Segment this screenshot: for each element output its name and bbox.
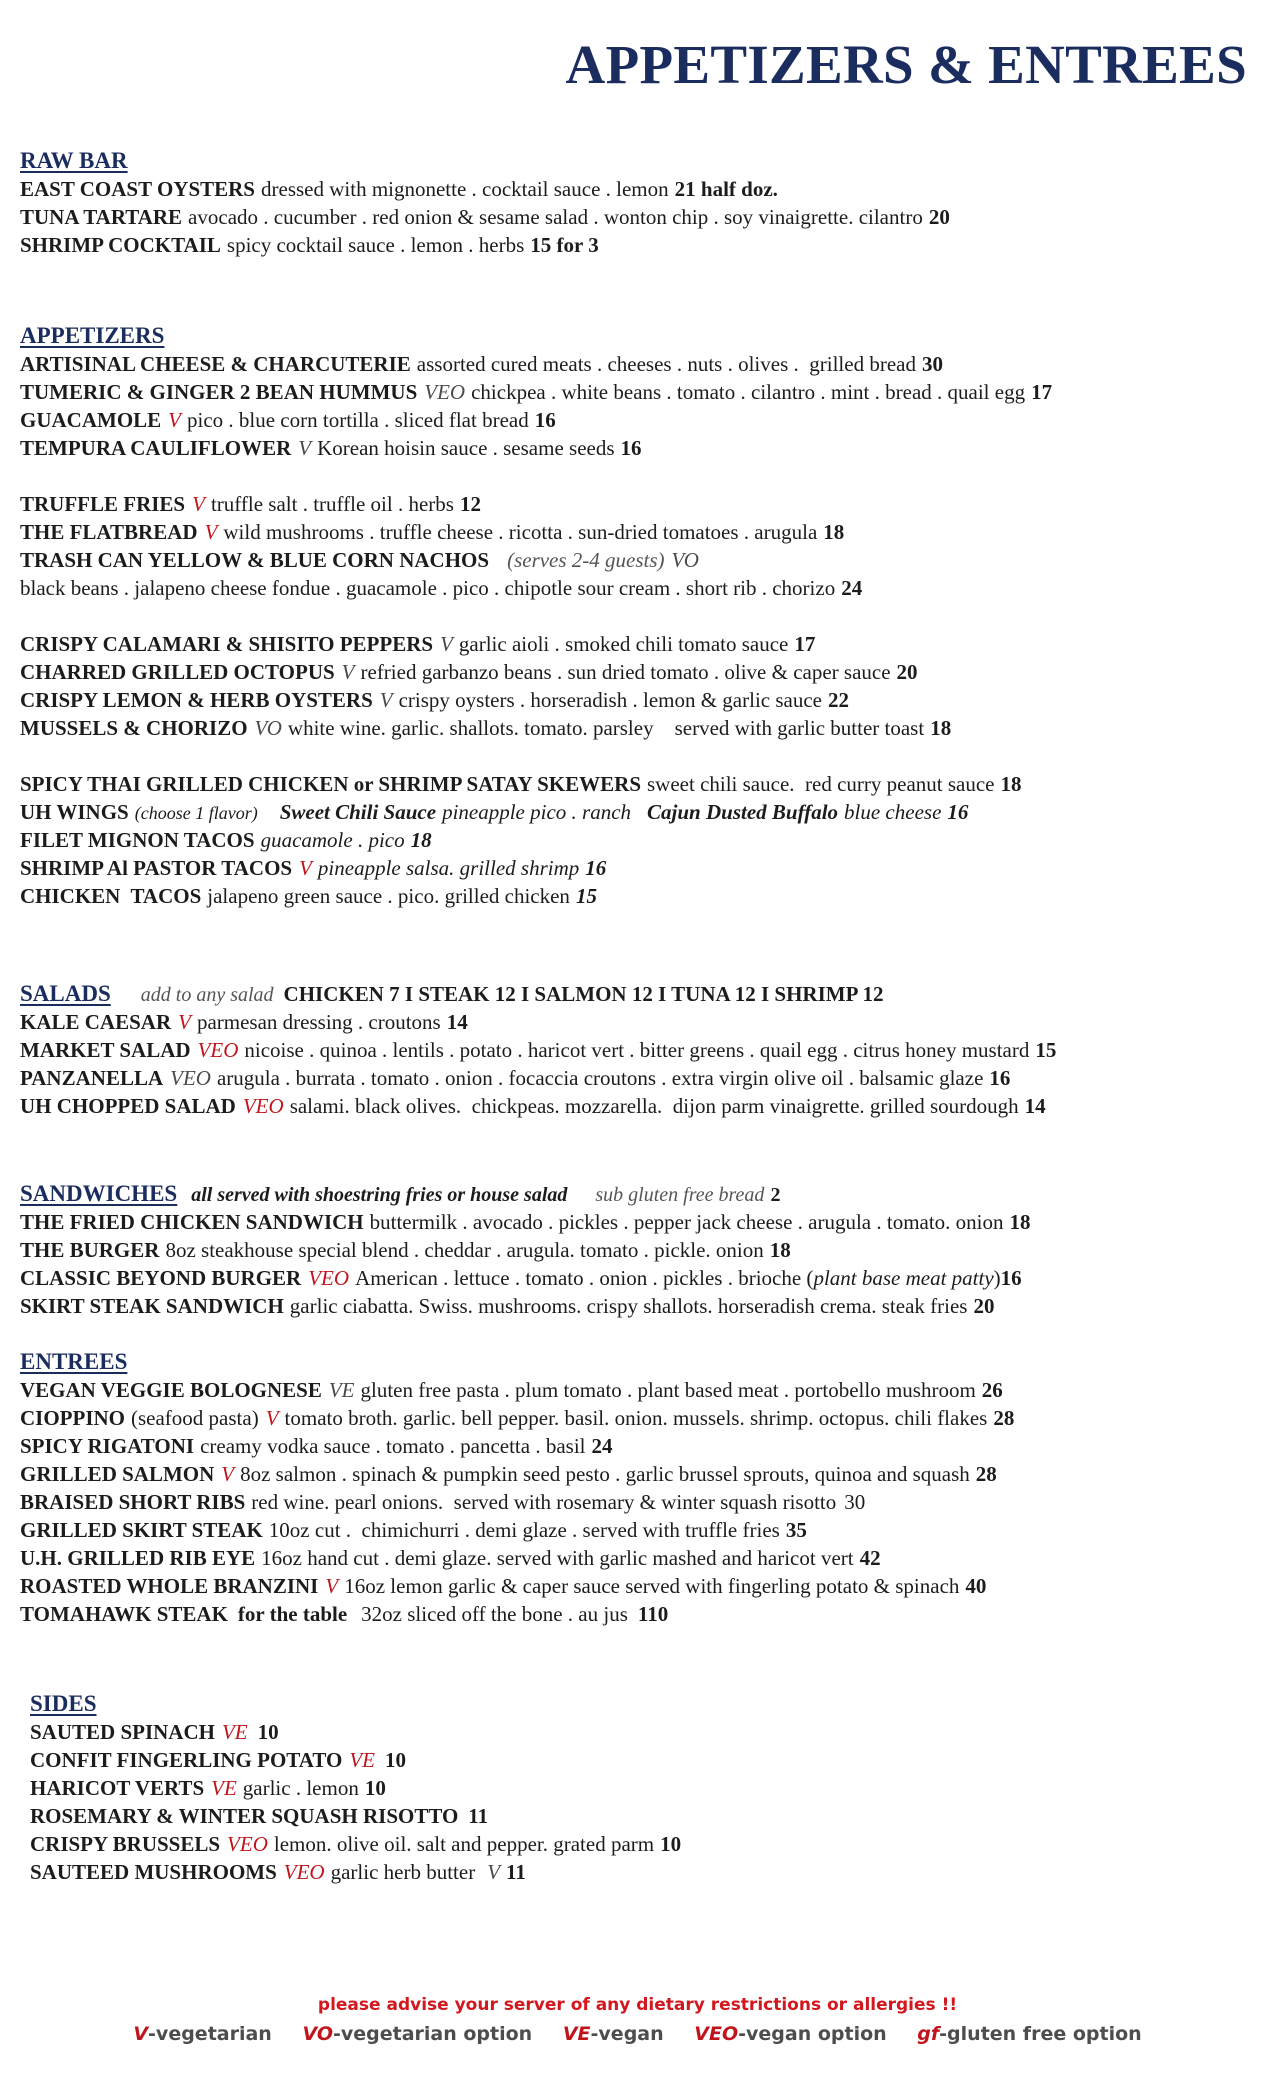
item-desc: jalapeno green sauce . pico. grilled chicken <box>207 884 570 908</box>
item-name: PANZANELLA <box>20 1066 164 1090</box>
item-desc: 16oz hand cut . demi glaze. served with garlic mashed and haricot vert <box>261 1546 854 1570</box>
menu-item <box>20 826 1269 854</box>
item-price: 18 <box>1009 1210 1031 1234</box>
footer <box>0 1993 1275 2048</box>
item-desc: red wine. pearl onions. served with rosemary & winter squash risotto <box>251 1490 837 1514</box>
item-price: 14 <box>1024 1094 1046 1118</box>
item-price: 17 <box>794 632 816 656</box>
section-sub-price: 2 <box>770 1184 781 1206</box>
item-desc: 8oz steakhouse special blend . cheddar . arugula. tomato . pickle. onion <box>165 1238 764 1262</box>
menu-item <box>20 1236 1269 1264</box>
item-price: 28 <box>993 1406 1015 1430</box>
diet-tag: VE <box>349 1748 375 1772</box>
entrees-section <box>20 1348 1269 1628</box>
item-desc: arugula . burrata . tomato . onion . focaccia croutons . extra virgin olive oil . balsamic glaze <box>216 1066 984 1090</box>
flavor-name: Sweet Chili Sauce <box>279 800 437 824</box>
menu-item <box>20 1008 1269 1036</box>
menu-item <box>20 546 1269 574</box>
menu-item <box>20 175 1269 203</box>
item-price: 17 <box>1031 380 1053 404</box>
menu-item <box>20 1092 1269 1120</box>
item-price: 18 <box>930 716 952 740</box>
item-desc: crispy oysters . horseradish . lemon & garlic sauce <box>398 688 822 712</box>
item-name: ARTISINAL CHEESE & CHARCUTERIE <box>20 352 411 376</box>
section-sub-note: sub gluten free bread <box>595 1184 765 1206</box>
allergy-warning: please advise your server of any dietary restrictions or allergies !! <box>317 1995 958 2015</box>
diet-tag: VE <box>211 1776 237 1800</box>
item-name: UH CHOPPED SALAD <box>20 1094 236 1118</box>
item-desc: 10oz cut . chimichurri . demi glaze . served with truffle fries <box>268 1518 780 1542</box>
item-price: 16 <box>947 800 969 824</box>
salad-addons: CHICKEN 7 I STEAK 12 I SALMON 12 I TUNA 12 I SHRIMP 12 <box>283 982 884 1006</box>
legend-label: -vegetarian option <box>332 2023 533 2045</box>
item-desc: truffle salt . truffle oil . herbs <box>210 492 454 516</box>
legend-label: -vegan <box>590 2023 664 2045</box>
item-desc-end: ) <box>993 1266 1001 1290</box>
diet-tag: VEO <box>170 1066 211 1090</box>
item-name: THE FLATBREAD <box>20 520 198 544</box>
item-name: U.H. GRILLED RIB EYE <box>20 1546 256 1570</box>
menu-item <box>20 1064 1269 1092</box>
item-name: VEGAN VEGGIE BOLOGNESE <box>20 1378 322 1402</box>
legend-label: -gluten free option <box>939 2023 1142 2045</box>
menu-item-continued <box>20 574 1269 602</box>
section-title-sandwiches: SANDWICHES <box>20 1181 178 1206</box>
section-title-entrees: ENTREES <box>20 1349 128 1374</box>
diet-tag: V <box>221 1462 235 1486</box>
item-note: (serves 2-4 guests) <box>507 548 665 572</box>
menu-item <box>20 714 1269 742</box>
menu-item <box>30 1746 1269 1774</box>
appetizers-section <box>20 322 1269 910</box>
item-name: GRILLED SALMON <box>20 1462 215 1486</box>
item-price: 24 <box>841 576 863 600</box>
menu-item <box>20 798 1269 826</box>
item-price: 16 <box>1000 1266 1022 1290</box>
item-name: TRUFFLE FRIES <box>20 492 186 516</box>
menu-item <box>20 1432 1269 1460</box>
raw-bar-section <box>20 147 1269 259</box>
section-note: all served with shoestring fries or house salad <box>191 1184 568 1206</box>
menu-item <box>20 490 1269 518</box>
item-name: ROSEMARY & WINTER SQUASH RISOTTO <box>30 1804 459 1828</box>
item-price: 15 for 3 <box>530 233 599 257</box>
item-name: TUNA TARTARE <box>20 205 183 229</box>
item-price: 35 <box>785 1518 807 1542</box>
menu-item <box>20 1544 1269 1572</box>
item-desc: 16oz lemon garlic & caper sauce served with fingerling potato & spinach <box>344 1574 960 1598</box>
item-name: TUMERIC & GINGER 2 BEAN HUMMUS <box>20 380 418 404</box>
item-desc: buttermilk . avocado . pickles . pepper jack cheese . arugula . tomato. onion <box>369 1210 1004 1234</box>
item-price: 20 <box>928 205 950 229</box>
salads-section <box>20 980 1269 1120</box>
flavor-desc: blue cheese <box>844 800 942 824</box>
item-price: 10 <box>384 1748 406 1772</box>
item-desc: tomato broth. garlic. bell pepper. basil. onion. mussels. shrimp. octopus. chili flakes <box>284 1406 988 1430</box>
section-title-raw-bar: RAW BAR <box>20 148 128 173</box>
menu-item <box>20 882 1269 910</box>
diet-tag: V <box>299 856 312 880</box>
item-price: 18 <box>1000 772 1022 796</box>
menu-item <box>20 518 1269 546</box>
item-price: 15 <box>1035 1038 1057 1062</box>
item-name: SPICY THAI GRILLED CHICKEN or SHRIMP SATAY SKEWERS <box>20 772 641 796</box>
legend-item <box>302 2023 532 2045</box>
item-name: TRASH CAN YELLOW & BLUE CORN NACHOS <box>20 548 490 572</box>
legend-code: VO <box>302 2023 333 2045</box>
item-desc: parmesan dressing . croutons <box>196 1010 441 1034</box>
item-price: 28 <box>975 1462 997 1486</box>
item-name: SAUTED SPINACH <box>30 1720 215 1744</box>
item-desc: garlic . lemon <box>242 1776 359 1800</box>
legend-code: VE <box>562 2023 591 2045</box>
item-desc: chickpea . white beans . tomato . cilantro . mint . bread . quail egg <box>471 380 1026 404</box>
item-name: GRILLED SKIRT STEAK <box>20 1518 263 1542</box>
menu-item <box>20 686 1269 714</box>
item-name: THE BURGER <box>20 1238 160 1262</box>
menu-item <box>30 1774 1269 1802</box>
item-price: 42 <box>859 1546 881 1570</box>
item-name: CRISPY BRUSSELS <box>30 1832 221 1856</box>
item-price: 16 <box>585 856 607 880</box>
menu-item <box>20 1460 1269 1488</box>
item-desc: spicy cocktail sauce . lemon . herbs <box>226 233 525 257</box>
item-desc: Korean hoisin sauce . sesame seeds <box>317 436 615 460</box>
item-name: CLASSIC BEYOND BURGER <box>20 1266 302 1290</box>
item-desc: pineapple salsa. grilled shrimp <box>317 856 580 880</box>
diet-tag: VO <box>254 716 282 740</box>
section-title-appetizers: APPETIZERS <box>20 323 165 348</box>
item-price: 12 <box>459 492 481 516</box>
sandwiches-section <box>20 1180 1269 1320</box>
menu-item <box>20 350 1269 378</box>
legend-code: gf <box>917 2023 940 2045</box>
item-name: GUACAMOLE <box>20 408 162 432</box>
item-desc: black beans . jalapeno cheese fondue . guacamole . pico . chipotle sour cream . short rib . chorizo <box>20 576 836 600</box>
menu-item <box>20 378 1269 406</box>
item-desc: garlic aioli . smoked chili tomato sauce <box>458 632 789 656</box>
section-title-sides: SIDES <box>30 1691 97 1716</box>
legend-code: VEO <box>694 2023 739 2045</box>
item-price: 20 <box>973 1294 995 1318</box>
menu-item <box>20 1488 1269 1516</box>
menu-item <box>20 203 1269 231</box>
flavor-name: Cajun Dusted Buffalo <box>647 800 839 824</box>
diet-tag: VEO <box>424 380 466 404</box>
item-name: UH WINGS <box>20 800 129 824</box>
diet-tag: V <box>379 688 393 712</box>
item-price: 10 <box>364 1776 386 1800</box>
diet-tag: V <box>325 1574 339 1598</box>
menu-item <box>20 854 1269 882</box>
page-title: APPETIZERS & ENTREES <box>565 34 1247 95</box>
menu-item <box>20 1600 1269 1628</box>
item-desc: assorted cured meats . cheeses . nuts . olives . grilled bread <box>416 352 916 376</box>
item-desc: garlic herb butter <box>330 1860 476 1884</box>
menu-item <box>20 1572 1269 1600</box>
diet-tag: VEO <box>242 1094 284 1118</box>
item-desc-em: plant base meat patty <box>813 1266 994 1290</box>
section-note: add to any salad <box>140 984 274 1006</box>
menu-item <box>20 1292 1269 1320</box>
item-price: 30 <box>844 1490 866 1514</box>
menu-item <box>20 658 1269 686</box>
diet-tag: VE <box>328 1378 355 1402</box>
diet-tag: VEO <box>227 1832 268 1856</box>
item-name: SPICY RIGATONI <box>20 1434 195 1458</box>
item-desc: nicoise . quinoa . lentils . potato . haricot vert . bitter greens . quail egg . citrus honey mustard <box>244 1038 1030 1062</box>
item-name: MARKET SALAD <box>20 1038 191 1062</box>
menu-item <box>20 1516 1269 1544</box>
flavor-desc: pineapple pico . ranch <box>442 800 632 824</box>
diet-tag: VEO <box>197 1038 239 1062</box>
item-desc: lemon. olive oil. salt and pepper. grated parm <box>273 1832 655 1856</box>
item-name: BRAISED SHORT RIBS <box>20 1490 246 1514</box>
section-title-salads: SALADS <box>20 981 111 1006</box>
item-name: TEMPURA CAULIFLOWER <box>20 436 292 460</box>
menu-item <box>20 1404 1269 1432</box>
diet-tag: V <box>341 660 355 684</box>
item-name: FILET MIGNON TACOS <box>20 828 255 852</box>
diet-tag: VO <box>671 548 699 572</box>
item-name: CIOPPINO <box>20 1406 125 1430</box>
item-paren: (seafood pasta) <box>131 1406 259 1430</box>
item-name: THE FRIED CHICKEN SANDWICH <box>20 1210 364 1234</box>
item-desc: gluten free pasta . plum tomato . plant based meat . portobello mushroom <box>360 1378 976 1402</box>
item-desc: avocado . cucumber . red onion & sesame salad . wonton chip . soy vinaigrette. cilantro <box>188 205 923 229</box>
diet-tag: V <box>440 632 453 656</box>
item-desc: refried garbanzo beans . sun dried tomato . olive & caper sauce <box>360 660 891 684</box>
item-name: CRISPY LEMON & HERB OYSTERS <box>20 688 373 712</box>
item-name: HARICOT VERTS <box>30 1776 205 1800</box>
menu-item <box>20 1208 1269 1236</box>
diet-tag: VEO <box>283 1860 325 1884</box>
item-price: 18 <box>769 1238 791 1262</box>
item-desc: garlic ciabatta. Swiss. mushrooms. crispy shallots. horseradish crema. steak fries <box>289 1294 968 1318</box>
item-price: 10 <box>257 1720 279 1744</box>
item-desc: sweet chili sauce. red curry peanut sauce <box>647 772 995 796</box>
legend-item <box>694 2023 886 2045</box>
item-desc: white wine. garlic. shallots. tomato. parsley served with garlic butter toast <box>287 716 925 740</box>
item-price: 16 <box>534 408 556 432</box>
item-price: 18 <box>823 520 845 544</box>
item-price: 21 half doz. <box>674 177 778 201</box>
legend-label: -vegetarian <box>148 2023 272 2045</box>
item-price: 11 <box>468 1804 489 1828</box>
item-name: CRISPY CALAMARI & SHISITO PEPPERS <box>20 632 434 656</box>
diet-tag: V <box>298 436 312 460</box>
item-name: SHRIMP Al PASTOR TACOS <box>20 856 293 880</box>
item-price: 24 <box>591 1434 613 1458</box>
item-desc: pico . blue corn tortilla . sliced flat bread <box>187 408 529 432</box>
item-desc: dressed with mignonette . cocktail sauce . lemon <box>261 177 669 201</box>
item-price: 26 <box>981 1378 1003 1402</box>
item-price: 110 <box>637 1602 669 1626</box>
diet-tag: V <box>178 1010 191 1034</box>
item-name: TOMAHAWK STEAK <box>20 1602 228 1626</box>
item-name: ROASTED WHOLE BRANZINI <box>20 1574 319 1598</box>
menu-item <box>20 630 1269 658</box>
menu-item <box>20 1264 1269 1292</box>
item-desc: wild mushrooms . truffle cheese . ricotta . sun-dried tomatoes . arugula <box>223 520 818 544</box>
diet-tag: V <box>204 520 218 544</box>
item-name: SHRIMP COCKTAIL <box>20 233 221 257</box>
item-suffix: for the table <box>237 1602 348 1626</box>
menu-item <box>20 406 1269 434</box>
menu-item <box>30 1718 1269 1746</box>
item-desc: American . lettuce . tomato . onion . pickles . brioche ( <box>355 1266 814 1290</box>
sides-section <box>30 1690 1269 1886</box>
item-desc: creamy vodka sauce . tomato . pancetta . basil <box>200 1434 586 1458</box>
diet-tag: V <box>265 1406 279 1430</box>
item-name: KALE CAESAR <box>20 1010 172 1034</box>
item-price: 16 <box>620 436 642 460</box>
diet-tag: VE <box>221 1720 248 1744</box>
diet-tag: V <box>487 1860 501 1884</box>
menu-item <box>20 434 1269 462</box>
menu-item <box>30 1858 1269 1886</box>
item-desc: guacamole . pico <box>260 828 405 852</box>
legend-item <box>133 2023 272 2045</box>
menu-item <box>20 1376 1269 1404</box>
item-name: CHARRED GRILLED OCTOPUS <box>20 660 335 684</box>
item-name: CHICKEN TACOS <box>20 884 202 908</box>
item-price: 11 <box>506 1860 526 1884</box>
item-name: CONFIT FINGERLING POTATO <box>30 1748 343 1772</box>
item-price: 40 <box>965 1574 987 1598</box>
menu-item <box>30 1830 1269 1858</box>
item-price: 10 <box>660 1832 682 1856</box>
item-desc: 8oz salmon . spinach & pumpkin seed pesto . garlic brussel sprouts, quinoa and squash <box>240 1462 970 1486</box>
item-price: 15 <box>575 884 597 908</box>
legend-item <box>563 2023 664 2045</box>
menu-item <box>20 1036 1269 1064</box>
diet-tag: VEO <box>308 1266 350 1290</box>
diet-tag: V <box>192 492 205 516</box>
item-name: MUSSELS & CHORIZO <box>20 716 248 740</box>
diet-tag: V <box>168 408 181 432</box>
legend-code: V <box>133 2023 149 2045</box>
menu-item <box>30 1802 1269 1830</box>
menu-item <box>20 770 1269 798</box>
item-price: 16 <box>989 1066 1011 1090</box>
item-name: EAST COAST OYSTERS <box>20 177 255 201</box>
legend-label: -vegan option <box>738 2023 887 2045</box>
menu-item <box>20 231 1269 259</box>
item-desc: 32oz sliced off the bone . au jus <box>361 1602 628 1626</box>
item-name: SKIRT STEAK SANDWICH <box>20 1294 284 1318</box>
item-price: 18 <box>410 828 432 852</box>
legend-item <box>917 2023 1141 2045</box>
item-price: 20 <box>896 660 918 684</box>
item-name: SAUTEED MUSHROOMS <box>30 1860 277 1884</box>
item-desc: salami. black olives. chickpeas. mozzarella. dijon parm vinaigrette. grilled sourdough <box>289 1094 1019 1118</box>
item-price: 30 <box>921 352 943 376</box>
item-price: 14 <box>446 1010 468 1034</box>
diet-legend <box>0 2020 1275 2048</box>
item-note: (choose 1 flavor) <box>134 803 258 823</box>
item-price: 22 <box>828 688 849 712</box>
